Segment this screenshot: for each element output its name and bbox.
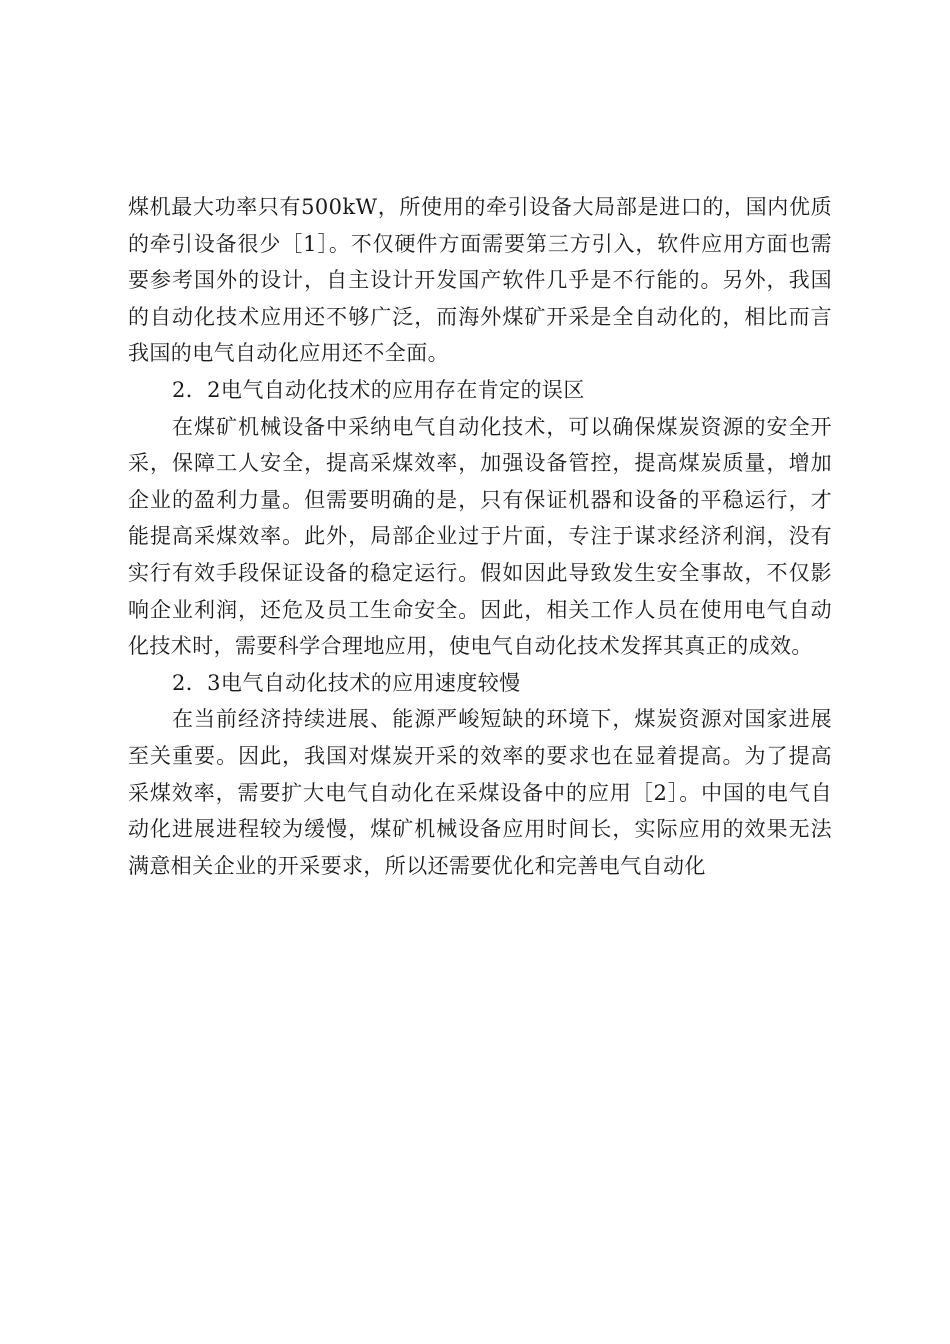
section-heading-2-2: 2．2电气自动化技术的应用存在肯定的误区 [172,377,585,402]
document-body [128,189,832,884]
paragraph-continued: 煤机最大功率只有500kW，所使用的牵引设备大局部是进口的，国内优质的牵引设备很少［1］。不仅硬件方面需要第三方引入，软件应用方面也需要参考国外的设计，自主设计开发国产软件几乎是不行能的。另外，我国的自动化技术应用还不够广泛，而海外煤矿开采是全自动化的，相比而言我国的电气自动化应用还不全面。 [128,195,832,366]
section-heading-2-3: 2．3电气自动化技术的应用速度较慢 [172,670,521,695]
paragraph-2-3: 在当前经济持续进展、能源严峻短缺的环境下，煤炭资源对国家进展至关重要。因此，我国对煤炭开采的效率的要求也在显着提高。为了提高采煤效率，需要扩大电气自动化在采煤设备中的应用［2］。中国的电气自动化进展进程较为缓慢，煤矿机械设备应用时间长，实际应用的效果无法满意相关企业的开采要求，所以还需要优化和完善电气自动化 [128,707,832,878]
paragraph-2-2: 在煤矿机械设备中采纳电气自动化技术，可以确保煤炭资源的安全开采，保障工人安全，提高采煤效率，加强设备管控，提高煤炭质量，增加企业的盈利力量。但需要明确的是，只有保证机器和设备的平稳运行，才能提高采煤效率。此外，局部企业过于片面，专注于谋求经济利润，没有实行有效手段保证设备的稳定运行。假如因此导致发生安全事故，不仅影响企业利润，还危及员工生命安全。因此，相关工作人员在使用电气自动化技术时，需要科学合理地应用，使电气自动化技术发挥其真正的成效。 [128,414,832,659]
